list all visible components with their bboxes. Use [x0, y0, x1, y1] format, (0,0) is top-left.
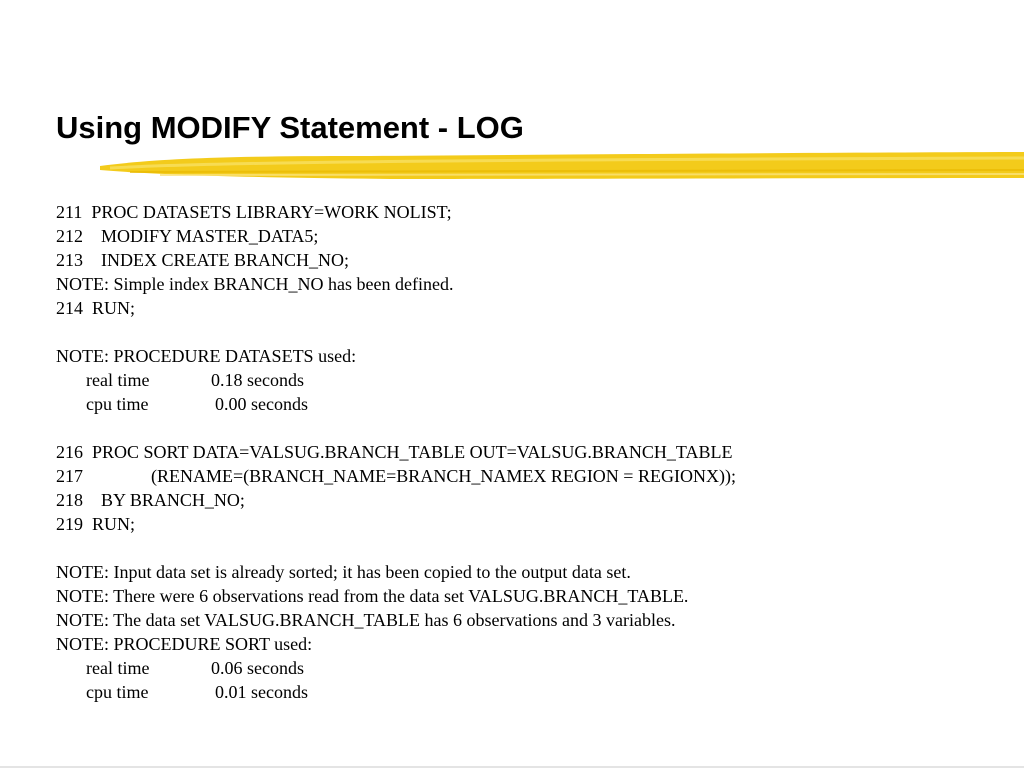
timing-value: 0.18 seconds — [211, 370, 304, 390]
log-line — [56, 464, 1016, 488]
blank-line — [56, 536, 1016, 560]
timing-value: 0.00 seconds — [215, 394, 308, 414]
timing-line — [56, 656, 1016, 680]
timing-value: 0.01 seconds — [215, 682, 308, 702]
timing-label: cpu time — [86, 394, 149, 414]
log-text: BY BRANCH_NO; — [101, 490, 245, 510]
log-note: NOTE: There were 6 observations read from the data set VALSUG.BRANCH_TABLE. — [56, 586, 689, 606]
blank-line — [56, 416, 1016, 440]
log-note: NOTE: Input data set is already sorted; it has been copied to the output data set. — [56, 562, 631, 582]
line-number: 213 — [56, 250, 83, 270]
log-line — [56, 488, 1016, 512]
highlighter-stroke — [100, 148, 1024, 188]
log-text: RUN; — [92, 298, 136, 318]
line-number: 214 — [56, 298, 83, 318]
line-number: 217 — [56, 466, 83, 486]
timing-line — [56, 680, 1016, 704]
log-line — [56, 248, 1016, 272]
line-number: 211 — [56, 202, 83, 222]
log-text: INDEX CREATE BRANCH_NO; — [101, 250, 350, 270]
log-line — [56, 512, 1016, 536]
log-line — [56, 224, 1016, 248]
timing-line — [56, 368, 1016, 392]
timing-label: real time — [86, 658, 150, 678]
timing-label: real time — [86, 370, 150, 390]
log-note: NOTE: Simple index BRANCH_NO has been defined. — [56, 274, 454, 294]
log-text: MODIFY MASTER_DATA5; — [101, 226, 319, 246]
log-note: NOTE: The data set VALSUG.BRANCH_TABLE has 6 observations and 3 variables. — [56, 610, 676, 630]
log-note: NOTE: PROCEDURE DATASETS used: — [56, 346, 357, 366]
timing-value: 0.06 seconds — [211, 658, 304, 678]
log-text: (RENAME=(BRANCH_NAME=BRANCH_NAMEX REGION = REGIONX)); — [151, 466, 736, 486]
blank-line — [56, 320, 1016, 344]
timing-label: cpu time — [86, 682, 149, 702]
log-text: RUN; — [92, 514, 136, 534]
line-number: 219 — [56, 514, 83, 534]
log-line — [56, 440, 1016, 464]
line-number: 212 — [56, 226, 83, 246]
line-number: 218 — [56, 490, 83, 510]
log-text: PROC DATASETS LIBRARY=WORK NOLIST; — [91, 202, 452, 222]
log-text: PROC SORT DATA=VALSUG.BRANCH_TABLE OUT=VALSUG.BRANCH_TABLE — [92, 442, 733, 462]
line-number: 216 — [56, 442, 83, 462]
timing-line — [56, 392, 1016, 416]
log-line — [56, 296, 1016, 320]
log-output — [56, 200, 1016, 704]
log-note: NOTE: PROCEDURE SORT used: — [56, 634, 313, 654]
slide-title: Using MODIFY Statement - LOG — [56, 110, 524, 145]
log-line — [56, 200, 1016, 224]
